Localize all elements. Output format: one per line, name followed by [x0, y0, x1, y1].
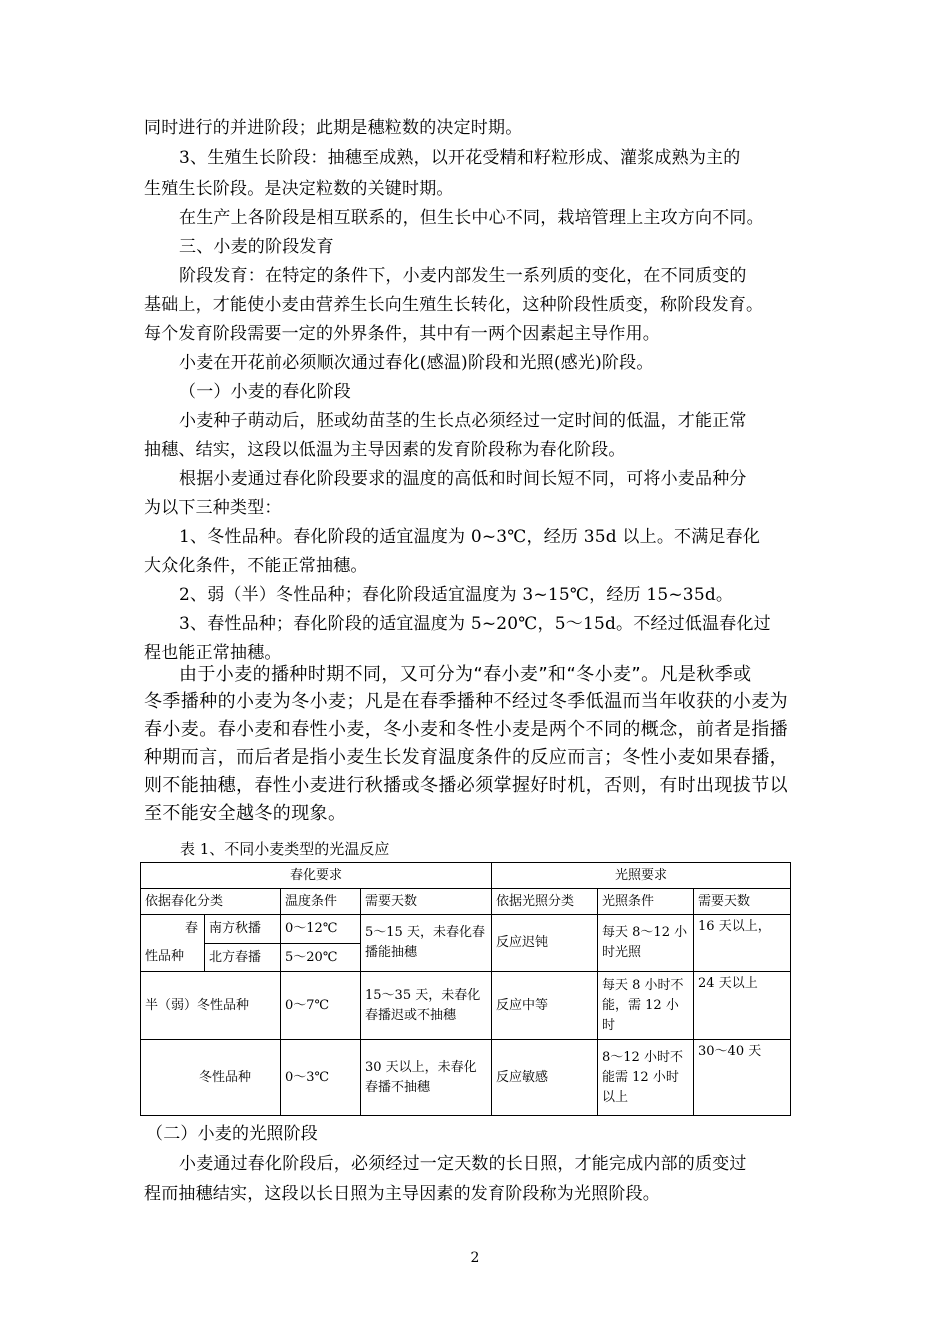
spring-label-a: 春: [184, 921, 198, 936]
paragraph-line-sans: 由于小麦的播种时期不同，又可分为“春小麦”和“冬小麦”。凡是秋季或: [179, 664, 752, 685]
paragraph-line: 小麦在开花前必须顺次通过春化(感温)阶段和光照(感光)阶段。: [179, 353, 654, 373]
cell-semi-label: 半（弱）冬性品种: [141, 972, 281, 1040]
paragraph-line-sans: 种期而言，而后者是指小麦生长发育温度条件的反应而言；冬性小麦如果春播，: [144, 747, 788, 768]
paragraph-line: 每个发育阶段需要一定的外界条件，其中有一两个因素起主导作用。: [144, 324, 660, 344]
paragraph-line: 程而抽穗结实，这段以长日照为主导因素的发育阶段称为光照阶段。: [144, 1184, 660, 1204]
paragraph-line: 2、弱（半）冬性品种；春化阶段适宜温度为 3~15℃，经历 15~35d。: [179, 585, 734, 605]
col-header: 温度条件: [281, 889, 361, 915]
table-caption: 表 1、不同小麦类型的光温反应: [180, 840, 390, 858]
paragraph-line: 程也能正常抽穗。: [144, 643, 282, 663]
paragraph-line: 阶段发育：在特定的条件下，小麦内部发生一系列质的变化，在不同质变的: [179, 266, 747, 286]
cell-spring-light: 每天 8～12 小时光照: [598, 915, 694, 972]
spring-label-b: 性品种: [145, 949, 185, 964]
paragraph-line: 根据小麦通过春化阶段要求的温度的高低和时间长短不同，可将小麦品种分: [179, 469, 747, 489]
cell-semi-temp: 0～7℃: [281, 972, 361, 1040]
paragraph-line: 生殖生长阶段。是决定粒数的关键时期。: [144, 179, 454, 199]
paragraph-line: 为以下三种类型：: [144, 498, 282, 518]
header-photoperiod: 光照要求: [492, 863, 791, 889]
paragraph-line: 同时进行的并进阶段；此期是穗粒数的决定时期。: [144, 118, 523, 138]
page-number: 2: [470, 1250, 480, 1266]
subsection-heading: （二）小麦的光照阶段: [146, 1124, 318, 1144]
col-header: 光照条件: [598, 889, 694, 915]
paragraph-line: 小麦种子萌动后，胚或幼苗茎的生长点必须经过一定时间的低温，才能正常: [179, 411, 747, 431]
cell-north: 北方春播: [205, 944, 281, 972]
subsection-heading: （一）小麦的春化阶段: [179, 382, 351, 402]
cell-spring-photo: 反应迟钝: [492, 915, 598, 972]
col-header: 依据春化分类: [141, 889, 281, 915]
col-header: 依据光照分类: [492, 889, 598, 915]
paragraph-line: 小麦通过春化阶段后，必须经过一定天数的长日照，才能完成内部的质变过: [179, 1154, 747, 1174]
cell-south-temp: 0～12℃: [281, 915, 361, 944]
cell-winter-photo: 反应敏感: [492, 1040, 598, 1116]
cell-semi-light: 每天 8 小时不能，需 12 小时: [598, 972, 694, 1040]
cell-semi-days: 15～35 天，未春化春播迟或不抽穗: [361, 972, 492, 1040]
section-heading: 三、小麦的阶段发育: [179, 237, 334, 257]
paragraph-line: 抽穗、结实，这段以低温为主导因素的发育阶段称为春化阶段。: [144, 440, 626, 460]
paragraph-line-sans: 冬季播种的小麦为冬小麦；凡是在春季播种不经过冬季低温而当年收获的小麦为: [144, 691, 788, 712]
cell-semi-photo: 反应中等: [492, 972, 598, 1040]
cell-spring-type: [141, 915, 205, 972]
cell-south: 南方秋播: [205, 915, 281, 944]
paragraph-line: 大众化条件，不能正常抽穗。: [144, 556, 368, 576]
cell-north-temp: 5～20℃: [281, 944, 361, 972]
header-vernalization: 春化要求: [141, 863, 492, 889]
paragraph-line: 3、春性品种；春化阶段的适宜温度为 5~20℃，5～15d。不经过低温春化过: [179, 614, 771, 634]
col-header: 需要天数: [694, 889, 791, 915]
cell-spring-light-days: 16 天以上，: [694, 915, 791, 972]
paragraph-line: 基础上，才能使小麦由营养生长向生殖生长转化，这种阶段性质变，称阶段发育。: [144, 295, 764, 315]
cell-winter-light: 8～12 小时不能需 12 小时以上: [598, 1040, 694, 1116]
cell-winter-days: 30 天以上，未春化春播不抽穗: [361, 1040, 492, 1116]
photothermal-table: [140, 862, 791, 1116]
paragraph-line: 在生产上各阶段是相互联系的，但生长中心不同，栽培管理上主攻方向不同。: [179, 208, 764, 228]
paragraph-line-sans: 则不能抽穗，春性小麦进行秋播或冬播必须掌握好时机，否则，有时出现拔节以: [144, 775, 788, 796]
cell-semi-light-days: 24 天以上: [694, 972, 791, 1040]
paragraph-line: 3、生殖生长阶段：抽穗至成熟，以开花受精和籽粒形成、灌浆成熟为主的: [179, 148, 741, 168]
col-header: 需要天数: [361, 889, 492, 915]
cell-spring-days: 5～15 天，未春化春播能抽穗: [361, 915, 492, 972]
paragraph-line-sans: 春小麦。春小麦和春性小麦，冬小麦和冬性小麦是两个不同的概念，前者是指播: [144, 719, 788, 740]
cell-winter-label: 冬性品种: [141, 1040, 281, 1116]
paragraph-line: 1、冬性品种。春化阶段的适宜温度为 0~3℃，经历 35d 以上。不满足春化: [179, 527, 761, 547]
cell-winter-light-days: 30～40 天: [694, 1040, 791, 1116]
paragraph-line-sans: 至不能安全越冬的现象。: [144, 803, 347, 824]
cell-winter-temp: 0～3℃: [281, 1040, 361, 1116]
